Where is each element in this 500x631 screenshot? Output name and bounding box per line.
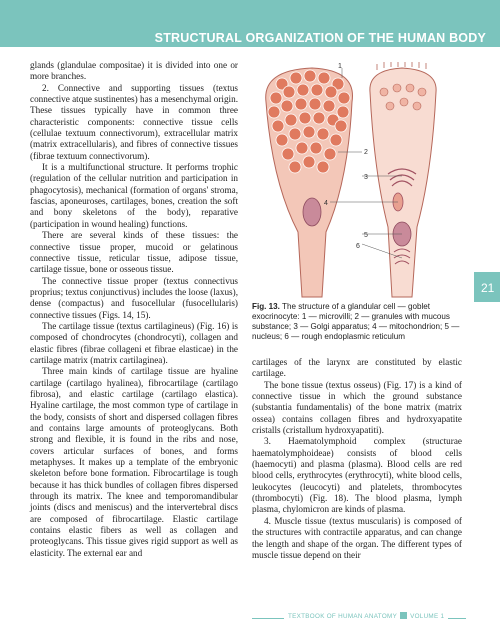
goblet-cell-figure bbox=[252, 62, 462, 302]
figure-label: 5 bbox=[364, 232, 368, 239]
figure-caption bbox=[252, 302, 470, 342]
figure-label: 3 bbox=[364, 174, 368, 181]
left-text-column bbox=[30, 60, 238, 559]
figure-label: 1 bbox=[338, 63, 342, 70]
paragraph: The cartilage tissue (textus cartilagineus) (Fig. 16) is composed of chondrocytes (chondrocyti), collagen and elastic fibres (fibrae collageni et fibrae elasticae) in the cartilage matrix (matrix cartilaginea). bbox=[30, 320, 238, 365]
paragraph: 3. Haematolymphoid complex (structurae haematolymphoideae) consists of blood cells (haemocyti) and plasma (plasma). Blood cells are red blood cells, erythrocytes (erythrocyti), white blood cells, leukocytes (leucocyti) and platelets, thrombocytes (thrombocyti) (Fig. 18). The blood plasma, lymph plasma, chylomicron are kinds of plasma. bbox=[252, 436, 462, 515]
footer-book-title: TEXTBOOK OF HUMAN ANATOMY bbox=[288, 613, 398, 620]
figure-label: 2 bbox=[364, 149, 368, 156]
right-text-column bbox=[252, 357, 462, 561]
paragraph: 4. Muscle tissue (textus muscularis) is composed of the structures with contractile apparatus, and can change the length and shape of the organ. The different types of muscle tissue depend on their bbox=[252, 515, 462, 560]
paragraph: Three main kinds of cartilage tissue are hyaline cartilage (cartilago hyalinea), fibrocartilage (cartilago fibrosa), and elastic cartilage (cartilago elastica). Hyaline cartilage, the most common type of cartilage in the body, consists of short and dispersed collagen fibres and contains large amounts of proteoglycans. Both strong and flexible, it is found in the ribs and nose, covers articular surfaces of bones, and forms metaphyses. It makes up a template of the embryonic skeleton before bone formation. Fibrocartilage is tough because it has thick bundles of collagen fibres dispersed through its matrix. The knee and temporomandibular joints (discs and meniscus) and the intervertebral discs are composed of fibrocartilage. Elastic cartilage contains elastic fibers as well as collagen and proteoglycans. This tissue gives rigid support as well as elasticity. The external ear and bbox=[30, 366, 238, 558]
footer-text bbox=[284, 612, 448, 620]
paragraph: cartilages of the larynx are constituted by elastic cartilage. bbox=[252, 357, 462, 379]
figure-label: 6 bbox=[356, 243, 360, 250]
paragraph: The connective tissue proper (textus connectivus proprius; textus conjunctivus) includes the loose (laxus), dense (compactus) and fusocellular (fusocellularis) connective tissues (Figs. 14, 15). bbox=[30, 275, 238, 320]
footer-volume: VOLUME 1 bbox=[410, 613, 445, 620]
paragraph: glands (glandulae compositae) it is divided into one or more branches. bbox=[30, 60, 238, 82]
paragraph: It is a multifunctional structure. It performs trophic (regulation of the cellular nutrition and participation in phagocytosis), mechanical (formation of organs' stroma, fascias, aponeuroses, cartilages, bones, creation the soft and bony skeletons of the body), reparative (participation in wound healing) functions. bbox=[30, 162, 238, 229]
paragraph: 2. Connective and supporting tissues (textus connective atque sustinentes) has a mesenchymal origin. These tissues typically have in common three characteristic components: connective tissue cells (cellulae textuum connectivorum), extracellular matrix (matrix extracellularis), and fibres of connective tissues (fibrae textuum connectivorum). bbox=[30, 82, 238, 161]
header-band bbox=[0, 0, 500, 47]
page-number: 21 bbox=[481, 281, 495, 295]
paragraph: The bone tissue (textus osseus) (Fig. 17) is a kind of connective tissue in which the ground substance (substantia fundamentalis) of the bone matrix (matrix ossea) contains collagen fibres and hydroxyapatite cristalls (cristallum hydroxyapatiti). bbox=[252, 379, 462, 436]
footer-separator bbox=[400, 612, 407, 619]
goblet-cell-illustration bbox=[252, 62, 462, 302]
paragraph: There are several kinds of these tissues: the connective tissue proper, mucoid or gelatinous connective tissue, reticular tissue, adipose tissue, cartilage tissue, bone or osseous tissue. bbox=[30, 230, 238, 275]
figure-label: 4 bbox=[324, 200, 328, 207]
caption-title: Fig. 13. bbox=[252, 302, 280, 311]
nucleus bbox=[303, 198, 321, 226]
footer bbox=[0, 612, 500, 624]
page-title: STRUCTURAL ORGANIZATION OF THE HUMAN BODY bbox=[154, 31, 486, 45]
caption-text: The structure of a glandular cell — goblet exocrinocyte: 1 — microvilli; 2 — granules with mucous substance; 3 — Golgi apparatus; 4 — mitochondrion; 5 — nucleus; 6 — rough endoplasmic reticulum bbox=[252, 302, 460, 341]
